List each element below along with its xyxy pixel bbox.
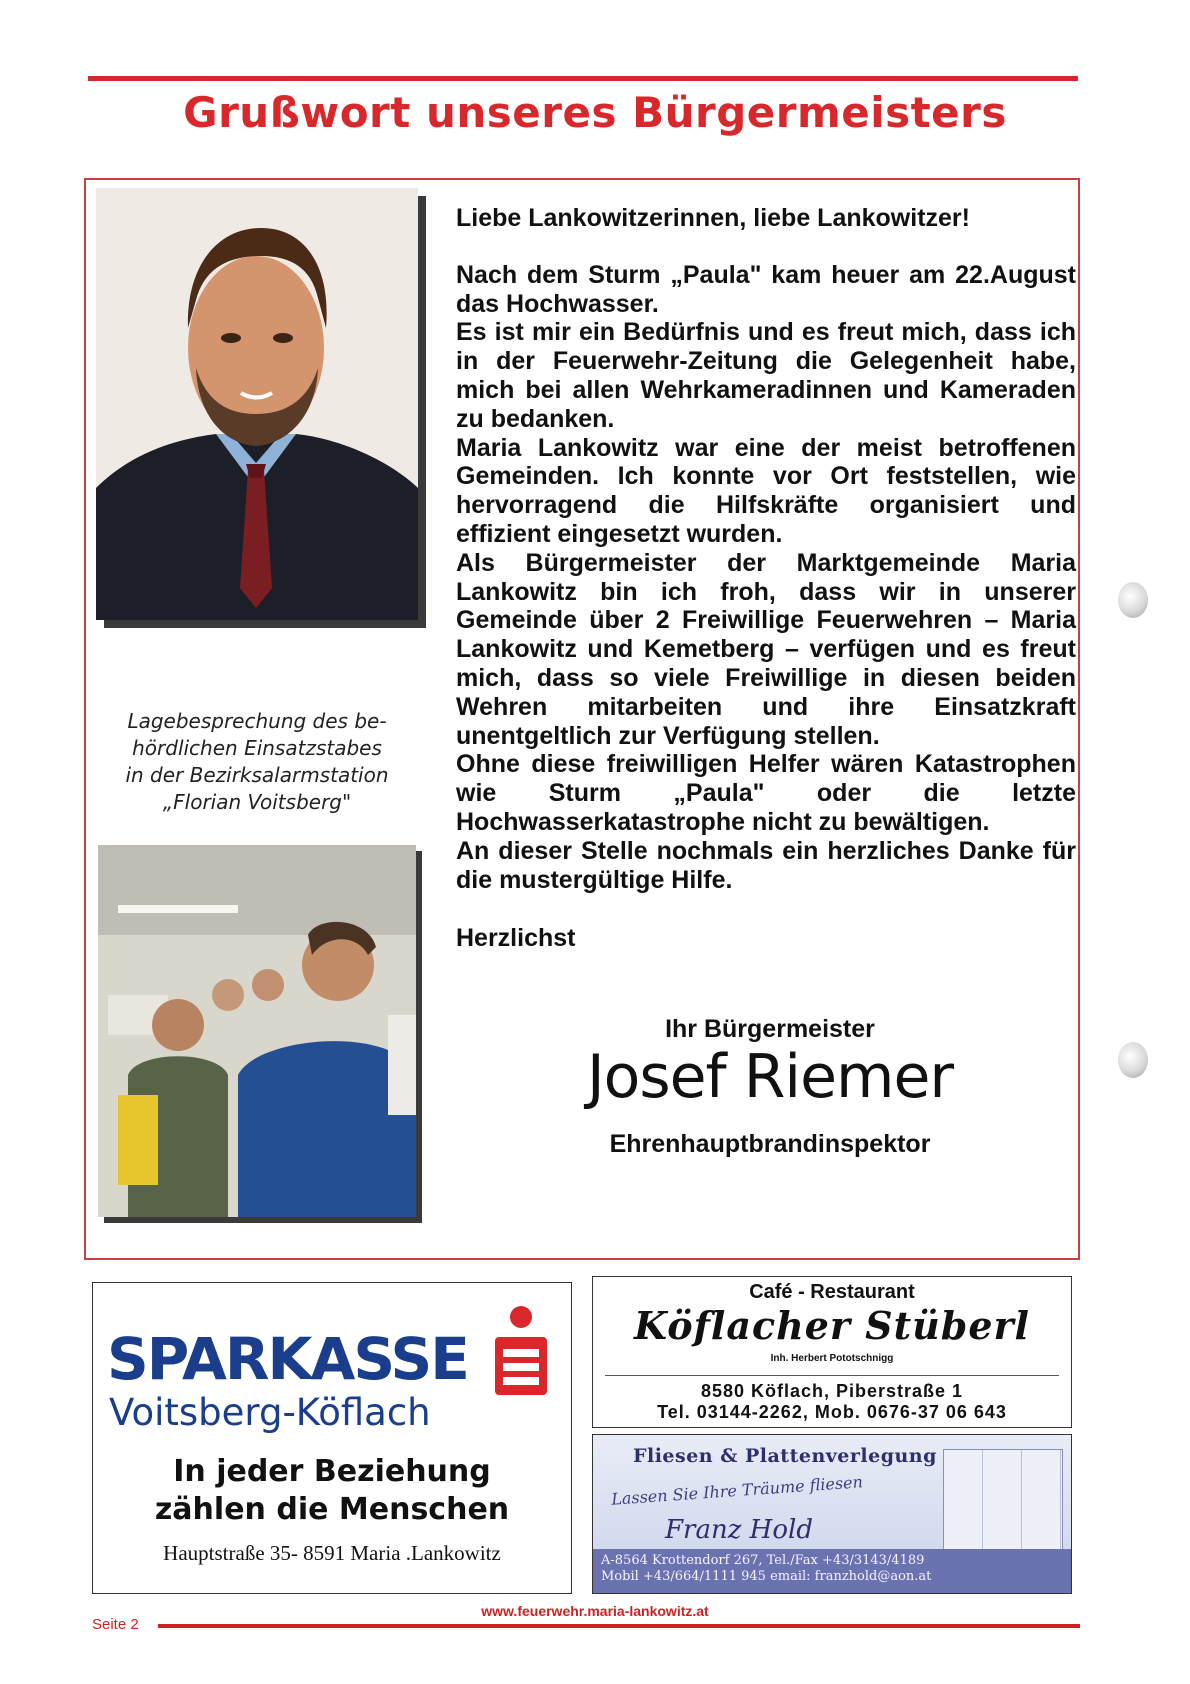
- sparkasse-region: Voitsberg-Köflach: [109, 1391, 431, 1434]
- meeting-photo: [98, 845, 416, 1217]
- signer-name: Josef Riemer: [586, 1042, 954, 1112]
- sparkasse-ad: [92, 1282, 572, 1594]
- letter-paragraph: Es ist mir ein Bedürfnis und es freut mich, dass ich in der Feuerwehr-Zeitung die Gelegenheit habe, mich bei allen Wehrkameradinnen und Kameraden zu bedanken.: [456, 318, 1076, 433]
- fliesen-ad: [592, 1434, 1072, 1594]
- letter-salutation: Liebe Lankowitzerinnen, liebe Lankowitzer!: [456, 204, 970, 232]
- caption-line: Lagebesprechung des be-: [127, 709, 387, 733]
- cafe-owner: Inh. Herbert Pototschnigg: [770, 1353, 894, 1364]
- cafe-type: Café - Restaurant: [749, 1281, 915, 1303]
- fliesen-headline: Fliesen & Plattenverlegung: [633, 1445, 937, 1467]
- fliesen-tagline: Lassen Sie Ihre Träume fliesen: [610, 1472, 864, 1509]
- page-title: Grußwort unseres Bürgermeisters: [183, 88, 1007, 137]
- footer-rule: [158, 1624, 1080, 1628]
- letter-body: [456, 204, 1076, 953]
- slogan-line: zählen die Menschen: [154, 1492, 510, 1527]
- punch-hole-icon: [1118, 1042, 1148, 1078]
- title-rule: [88, 76, 1078, 81]
- letter-paragraph: An dieser Stelle nochmals ein herzliches Danke für die mustergültige Hilfe.: [456, 836, 1076, 894]
- sparkasse-logo-icon: [493, 1303, 549, 1399]
- sparkasse-slogan: [93, 1453, 571, 1529]
- cafe-address-line: Tel. 03144-2262, Mob. 0676-37 06 643: [657, 1402, 1007, 1422]
- letter-paragraph: Als Bürgermeister der Marktgemeinde Maria Lankowitz bin ich froh, dass wir in unserer Gemeinde über 2 Freiwillige Feuerwehren – Maria Lankowitz und Kemetberg – verfügen und es freut mich, dass so viele Freiwillige in diesen beiden Wehren mitarbeiten und ihre Einsatzkraft unentgeltlich zur Verfügung stellen.: [456, 548, 1076, 750]
- letter-paragraph: Ohne diese freiwilligen Helfer wären Katastrophen wie Sturm „Paula" oder die letzte Hochwasserkatastrophe nicht zu bewältigen.: [456, 750, 1076, 836]
- cafe-name: Köflacher Stüberl: [634, 1303, 1030, 1348]
- photo-caption: [96, 708, 418, 816]
- signer-title: Ihr Bürgermeister: [665, 1015, 875, 1043]
- caption-line: hördlichen Einsatzstabes: [132, 736, 382, 760]
- sparkasse-brand: SPARKASSE: [107, 1325, 468, 1393]
- letter-paragraph: Maria Lankowitz war eine der meist betroffenen Gemeinden. Ich konnte vor Ort feststellen, wie hervorragend die Hilfskräfte organisiert und effizient eingesetzt wurden.: [456, 433, 1076, 548]
- punch-hole-icon: [1118, 582, 1148, 618]
- caption-line: in der Bezirksalarmstation: [125, 763, 389, 787]
- cafe-ad: [592, 1276, 1072, 1428]
- signer-rank: Ehrenhauptbrandinspektor: [609, 1130, 931, 1158]
- footer-url: www.feuerwehr.maria-lankowitz.at: [481, 1603, 709, 1619]
- fliesen-contact-line: Mobil +43/664/1111 945 email: franzhold@aon.at: [601, 1569, 932, 1584]
- cafe-address-line: 8580 Köflach, Piberstraße 1: [700, 1381, 964, 1401]
- caption-line: „Florian Voitsberg": [162, 790, 352, 814]
- fliesen-owner: Franz Hold: [665, 1515, 813, 1545]
- mayor-portrait: [96, 188, 418, 620]
- letter-closing: Herzlichst: [456, 924, 576, 953]
- tile-pattern-icon: [943, 1449, 1063, 1565]
- slogan-line: In jeder Beziehung: [173, 1454, 491, 1489]
- cafe-divider: [605, 1375, 1059, 1376]
- fliesen-contact-line: A-8564 Krottendorf 267, Tel./Fax +43/3143/4189: [601, 1553, 925, 1568]
- sparkasse-address: Hauptstraße 35- 8591 Maria .Lankowitz: [163, 1541, 501, 1565]
- letter-paragraph: Nach dem Sturm „Paula" kam heuer am 22.August das Hochwasser.: [456, 260, 1076, 318]
- page-number: Seite 2: [92, 1616, 139, 1633]
- cafe-address: [593, 1381, 1071, 1423]
- fliesen-contact: [601, 1553, 1065, 1585]
